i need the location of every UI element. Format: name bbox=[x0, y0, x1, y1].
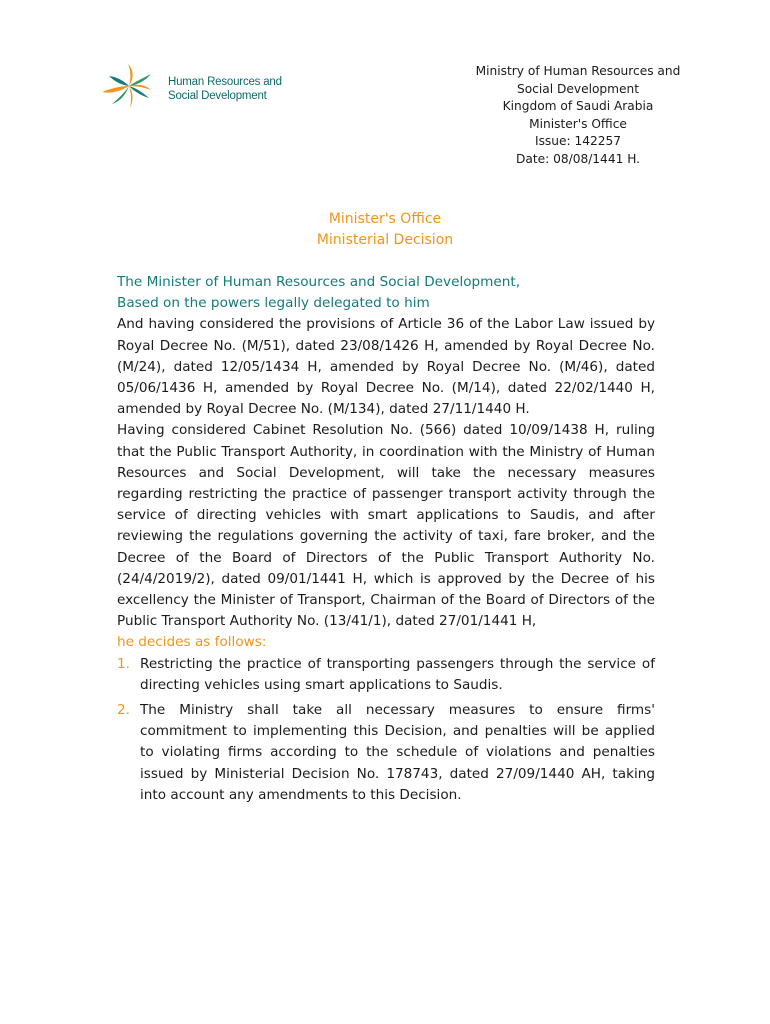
ministry-logo bbox=[96, 62, 296, 114]
list-item-number: 1. bbox=[117, 655, 130, 672]
decides-heading: he decides as follows: bbox=[117, 634, 267, 651]
header-line-ministry-1: Ministry of Human Resources and bbox=[475, 64, 681, 78]
paragraph-cabinet-resolution: Having considered Cabinet Resolution No. (566) dated 10/09/1438 H, ruling that the Public Transport Authority, in coordination with the Ministry of Human Resources and Social Development, will take the necessary measures regarding restricting the practice of passenger transport activity through the service of directing vehicles with smart applications to Saudis, and after reviewing the regulations governing the activity of taxi, fare broker, and the Decree of the Board of Directors of the Public Transport Authority No. (24/4/2019/2), dated 09/01/1441 H, which is approved by the Decree of his excellency the Minister of Transport, Chairman of the Board of Directors of the Public Transport Authority No. (13/41/1), dated 27/01/1441 H, bbox=[117, 422, 655, 630]
header-info bbox=[440, 63, 716, 165]
list-item-text: Restricting the practice of transporting passengers through the service of directing vehicles using smart applications to Saudis. bbox=[140, 655, 655, 693]
list-item-number: 2. bbox=[117, 702, 130, 719]
logo-text-line2: Social Development bbox=[168, 90, 267, 102]
list-item bbox=[117, 654, 655, 696]
list-item bbox=[117, 700, 655, 806]
header-line-office: Minister's Office bbox=[529, 116, 627, 131]
header-line-issue: Issue: 142257 bbox=[534, 134, 622, 149]
title-ministers-office: Minister's Office bbox=[328, 211, 442, 227]
header-line-date: Date: 08/08/1441 H. bbox=[515, 151, 641, 165]
document-titles bbox=[0, 209, 770, 251]
header-line-kingdom: Kingdom of Saudi Arabia bbox=[502, 99, 654, 114]
list-item-text: The Ministry shall take all necessary measures to ensure firms' commitment to implementing this Decision, and penalties will be applied to violating firms according to the schedule of violations and penalties issued by Ministerial Decision No. 178743, dated 27/09/1440 AH, taking into account any amendments to this Decision. bbox=[140, 702, 655, 803]
header-line-ministry-2: Social Development bbox=[516, 81, 640, 96]
title-ministerial-decision: Ministerial Decision bbox=[316, 232, 454, 248]
document-body bbox=[117, 272, 655, 806]
palm-emblem-icon bbox=[96, 62, 166, 114]
logo-text-line1: Human Resources and bbox=[168, 76, 282, 88]
intro-line-1: The Minister of Human Resources and Social Development, bbox=[117, 274, 521, 290]
intro-line-2: Based on the powers legally delegated to him bbox=[117, 295, 430, 312]
paragraph-labor-law: And having considered the provisions of Article 36 of the Labor Law issued by Royal Decree No. (M/51), dated 23/08/1426 H, amended by Royal Decree No. (M/24), dated 12/05/1434 H, amended by Royal Decree No. (M/46), dated 05/06/1436 H, amended by Royal Decree No. (M/14), dated 22/02/1440 H, amended by Royal Decree No. (M/134), dated 27/11/1440 H. bbox=[117, 316, 655, 418]
decision-list bbox=[117, 654, 655, 806]
